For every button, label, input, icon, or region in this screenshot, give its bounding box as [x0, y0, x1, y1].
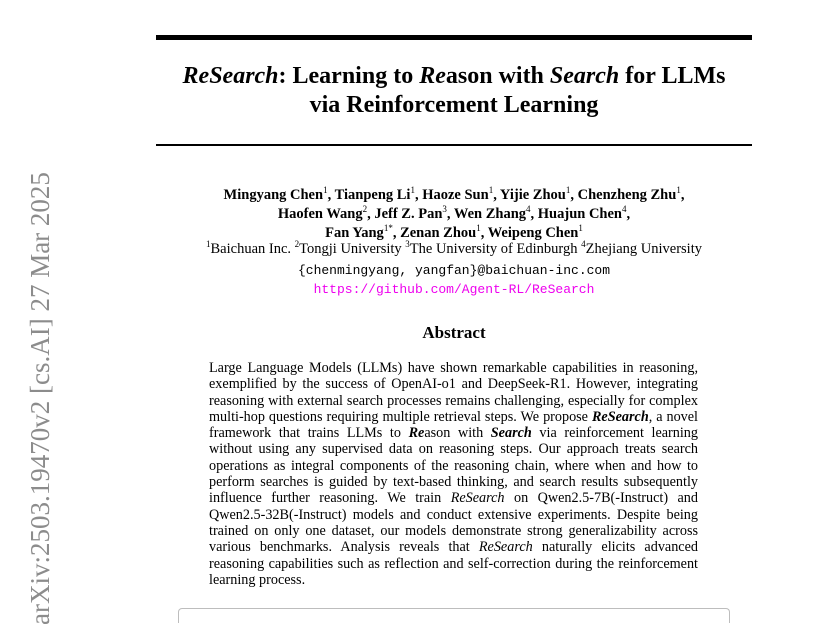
author-sep: , [530, 206, 538, 222]
abstract-text: via reinforcement learning without using any supervised data on reasoning steps. Our approach treats search operations as integral components of the reasoning chain, where when and how to perform searches is guided by text-based thinking, and search results subsequently influence further reasoning. We train [209, 425, 698, 507]
author-sep: , [680, 187, 685, 203]
author-mark: 1 [488, 185, 494, 195]
author-mark: 1 [323, 185, 328, 195]
emphasis-search: Search [490, 425, 532, 442]
abstract-text: , a novel framework that trains LLMs to [209, 408, 698, 442]
author-sep: , [414, 187, 423, 203]
author: Haoze Sun [422, 187, 489, 203]
author-mark: 1 [676, 185, 681, 195]
abstract-body [209, 360, 698, 588]
title-re: Re [419, 63, 446, 89]
author-sep: , [493, 187, 500, 203]
author: Mingyang Chen [223, 187, 324, 203]
title-name: ReSearch [182, 63, 279, 89]
title-text-1: : Learning to [278, 63, 420, 89]
author: Zenan Zhou [400, 225, 477, 241]
title-text-2: ason with [445, 63, 550, 89]
author: Fan Yang [325, 225, 384, 241]
top-rule [156, 35, 752, 40]
author-mark: 1 [410, 185, 415, 195]
author: Jeff Z. Pan [374, 206, 443, 222]
title-text-3: for LLMs [619, 63, 726, 89]
abstract-text: naturally elicits advanced reasoning capabilities such as reflection and self-correction during the reinforcement learning process. [209, 539, 698, 588]
affiliations [156, 240, 752, 259]
affil-mark: 1 [206, 239, 211, 249]
author-sep: , [626, 206, 631, 222]
emphasis-re: Re [408, 425, 425, 442]
contact-email: {chenmingyang, yangfan}@baichuan-inc.com [297, 263, 611, 278]
author-mark: 4 [622, 204, 627, 214]
method-name: ReSearch [478, 539, 533, 556]
affiliation: Baichuan Inc. [210, 241, 292, 257]
title-search: Search [549, 63, 620, 89]
author-sep: , [367, 206, 375, 222]
abstract-heading: Abstract [422, 323, 486, 342]
author-sep: , [480, 225, 488, 241]
method-name: ReSearch [591, 408, 649, 425]
author-mark: 3 [442, 204, 447, 214]
affil-mark: 4 [581, 239, 586, 249]
author: Wen Zhang [453, 206, 527, 222]
affil-mark: 3 [405, 239, 410, 249]
author-mark: 1 [476, 223, 481, 233]
author-mark: 1 [578, 223, 583, 233]
author-list [160, 186, 748, 243]
author: Yijie Zhou [499, 187, 566, 203]
author-sep: , [327, 187, 335, 203]
bottom-rule [156, 144, 752, 146]
author: Chenzheng Zhu [577, 187, 677, 203]
paper-title [156, 62, 752, 120]
author: Tianpeng Li [334, 187, 411, 203]
abstract-text: on Qwen2.5-7B(-Instruct) and Qwen2.5-32B(-Instruct) models and conduct extensive experiments. Despite being trained on only one dataset, our models demonstrate strong generalizability across various benchmarks. Analysis reveals that [209, 490, 698, 556]
affiliation: The University of Edinburgh [409, 241, 578, 257]
affiliation: Zhejiang University [585, 241, 702, 257]
author-mark: 1 [565, 185, 571, 195]
affil-mark: 2 [294, 239, 300, 249]
author-sep: , [392, 225, 401, 241]
author-mark: 1* [383, 223, 393, 233]
repo-link[interactable]: https://github.com/Agent-RL/ReSearch [313, 282, 595, 297]
author-mark: 2 [362, 204, 368, 214]
author-sep: , [570, 187, 578, 203]
author: Weipeng Chen [487, 225, 579, 241]
method-name: ReSearch [450, 490, 505, 507]
affiliation: Tongji University [299, 241, 402, 257]
author: Haofen Wang [277, 206, 363, 222]
author-mark: 4 [526, 204, 531, 214]
abstract-text: ason with [424, 425, 491, 442]
author-sep: , [446, 206, 454, 222]
title-line-2: via Reinforcement Learning [309, 92, 599, 118]
arxiv-stamp: arXiv:2503.19470v2 [cs.AI] 27 Mar 2025 [25, 172, 55, 625]
abstract-text: Large Language Models (LLMs) have shown remarkable capabilities in reasoning, exemplified by the success of OpenAI-o1 and DeepSeek-R1. However, integrating reasoning with external search processes remains challenging, especially for complex multi-hop questions requiring multiple retrieval steps. We propose [209, 360, 698, 425]
author: Huajun Chen [537, 206, 622, 222]
